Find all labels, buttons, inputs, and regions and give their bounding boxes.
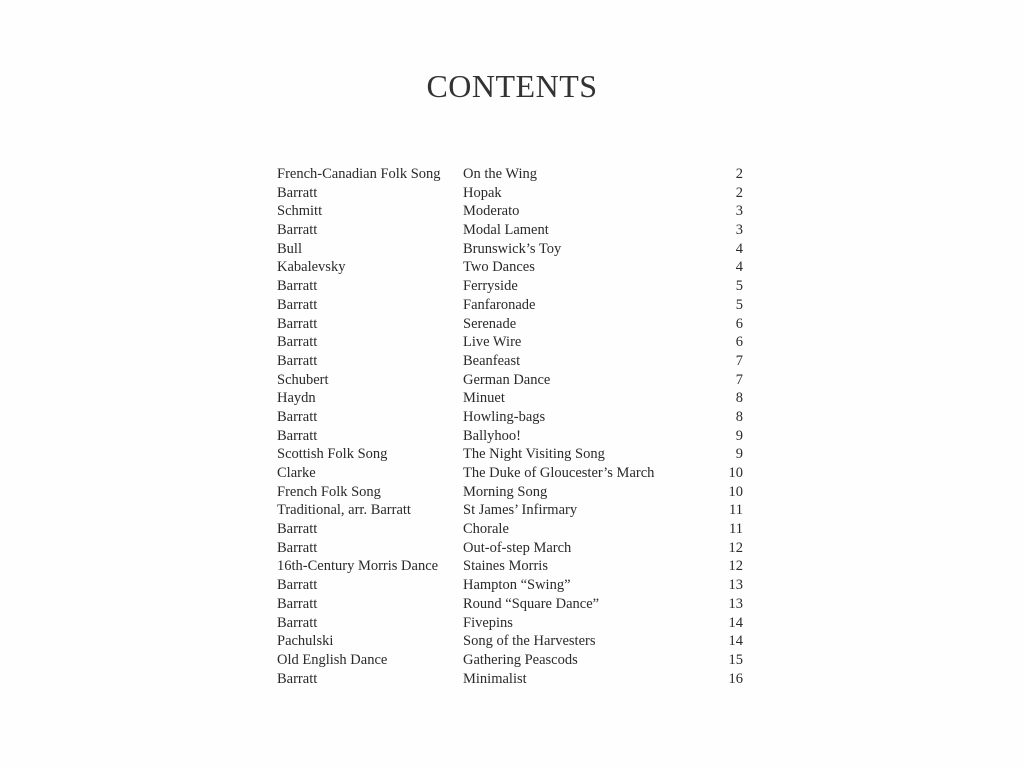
entry-composer: Barratt xyxy=(277,352,318,369)
entry-composer: Barratt xyxy=(277,408,318,425)
contents-entry xyxy=(277,520,747,539)
entry-page-number: 11 xyxy=(729,521,743,538)
entry-page-number: 2 xyxy=(735,184,743,201)
page-title: CONTENTS xyxy=(426,68,598,104)
entry-composer: Barratt xyxy=(277,614,318,631)
entry-page-number: 9 xyxy=(735,446,743,463)
entry-page-number: 6 xyxy=(735,315,743,332)
entry-title: Moderato xyxy=(463,203,520,220)
contents-entry xyxy=(277,464,747,483)
entry-composer: Kabalevsky xyxy=(277,259,346,276)
entry-title: The Night Visiting Song xyxy=(463,446,605,463)
contents-list xyxy=(277,165,747,688)
entry-composer: Barratt xyxy=(277,539,318,556)
entry-composer: Barratt xyxy=(277,296,318,313)
entry-title: St James’ Infirmary xyxy=(463,502,578,519)
entry-page-number: 9 xyxy=(735,427,743,444)
entry-page-number: 15 xyxy=(728,651,743,668)
entry-composer: Barratt xyxy=(277,222,318,239)
contents-entry xyxy=(277,221,747,240)
contents-entry xyxy=(277,389,747,408)
entry-composer: Pachulski xyxy=(277,633,334,650)
contents-entry xyxy=(277,371,747,390)
entry-title: Chorale xyxy=(463,521,509,538)
entry-page-number: 4 xyxy=(735,240,743,257)
entry-page-number: 2 xyxy=(735,166,743,182)
entry-composer: Barratt xyxy=(277,334,318,351)
entry-page-number: 14 xyxy=(728,633,743,650)
entry-title: Live Wire xyxy=(463,334,522,351)
entry-page-number: 3 xyxy=(735,222,743,239)
contents-entry xyxy=(277,632,747,651)
entry-page-number: 8 xyxy=(735,408,743,425)
entry-page-number: 12 xyxy=(728,539,743,556)
entry-composer: French-Canadian Folk Song xyxy=(277,166,441,182)
contents-entry xyxy=(277,202,747,221)
entry-title: Beanfeast xyxy=(463,352,521,369)
contents-entry xyxy=(277,296,747,315)
entry-title: German Dance xyxy=(463,371,551,388)
entry-title: On the Wing xyxy=(463,166,538,182)
entry-title: Minuet xyxy=(463,390,505,407)
entry-composer: Schubert xyxy=(277,371,329,388)
contents-entry xyxy=(277,483,747,502)
entry-page-number: 10 xyxy=(728,483,743,500)
entry-composer: Barratt xyxy=(277,184,318,201)
entry-page-number: 7 xyxy=(735,371,743,388)
contents-entry xyxy=(277,539,747,558)
entry-page-number: 16 xyxy=(728,670,743,687)
contents-entry xyxy=(277,651,747,670)
contents-entry xyxy=(277,427,747,446)
entry-page-number: 7 xyxy=(735,352,743,369)
entry-composer: 16th-Century Morris Dance xyxy=(277,558,439,575)
entry-title: Serenade xyxy=(463,315,517,332)
entry-composer: Barratt xyxy=(277,427,318,444)
entry-page-number: 10 xyxy=(728,465,743,481)
contents-entry xyxy=(277,614,747,633)
contents-entry xyxy=(277,408,747,427)
entry-title: Round “Square Dance” xyxy=(463,595,600,612)
entry-composer: Schmitt xyxy=(277,203,323,220)
entry-title: Minimalist xyxy=(463,670,527,687)
contents-entry xyxy=(277,445,747,464)
entry-page-number: 11 xyxy=(729,502,743,519)
contents-entry xyxy=(277,184,747,203)
contents-entry xyxy=(277,277,747,296)
entry-composer: French Folk Song xyxy=(277,483,381,500)
contents-entry xyxy=(277,670,747,689)
contents-entry xyxy=(277,501,747,520)
entry-title: Brunswick’s Toy xyxy=(463,240,562,257)
entry-page-number: 13 xyxy=(728,595,743,612)
contents-entry xyxy=(277,333,747,352)
entry-composer: Bull xyxy=(277,240,302,257)
entry-title: Howling-bags xyxy=(463,408,546,425)
entry-title: Song of the Harvesters xyxy=(463,633,596,650)
entry-page-number: 4 xyxy=(735,259,743,276)
entry-title: Staines Morris xyxy=(463,558,548,575)
entry-title: Modal Lament xyxy=(463,222,549,239)
entry-composer: Barratt xyxy=(277,595,318,612)
entry-page-number: 12 xyxy=(728,558,743,575)
entry-title: The Duke of Gloucester’s March xyxy=(463,465,655,481)
contents-entry xyxy=(277,595,747,614)
entry-composer: Clarke xyxy=(277,465,316,481)
entry-title: Morning Song xyxy=(463,483,548,500)
entry-page-number: 8 xyxy=(735,390,743,407)
entry-composer: Barratt xyxy=(277,521,318,538)
contents-entry xyxy=(277,240,747,259)
contents-entry xyxy=(277,352,747,371)
entry-title: Hampton “Swing” xyxy=(463,577,571,594)
entry-title: Hopak xyxy=(463,184,502,201)
entry-composer: Barratt xyxy=(277,315,318,332)
entry-page-number: 14 xyxy=(728,614,743,631)
entry-composer: Traditional, arr. Barratt xyxy=(277,502,411,519)
entry-page-number: 5 xyxy=(735,278,743,295)
entry-title: Fivepins xyxy=(463,614,513,631)
entry-composer: Barratt xyxy=(277,278,318,295)
entry-title: Ferryside xyxy=(463,278,518,295)
contents-entry xyxy=(277,315,747,334)
entry-composer: Scottish Folk Song xyxy=(277,446,388,463)
entry-title: Ballyhoo! xyxy=(463,427,521,444)
entry-composer: Barratt xyxy=(277,577,318,594)
entry-composer: Old English Dance xyxy=(277,651,388,668)
entry-title: Out-of-step March xyxy=(463,539,572,556)
entry-page-number: 5 xyxy=(735,296,743,313)
contents-entry xyxy=(277,576,747,595)
entry-title: Fanfaronade xyxy=(463,296,536,313)
entry-composer: Haydn xyxy=(277,390,316,407)
entry-title: Two Dances xyxy=(463,259,535,276)
entry-page-number: 6 xyxy=(735,334,743,351)
entry-title: Gathering Peascods xyxy=(463,651,578,668)
contents-entry xyxy=(277,165,747,184)
contents-entry xyxy=(277,557,747,576)
entry-page-number: 13 xyxy=(728,577,743,594)
entry-composer: Barratt xyxy=(277,670,318,687)
contents-entry xyxy=(277,258,747,277)
entry-page-number: 3 xyxy=(735,203,743,220)
